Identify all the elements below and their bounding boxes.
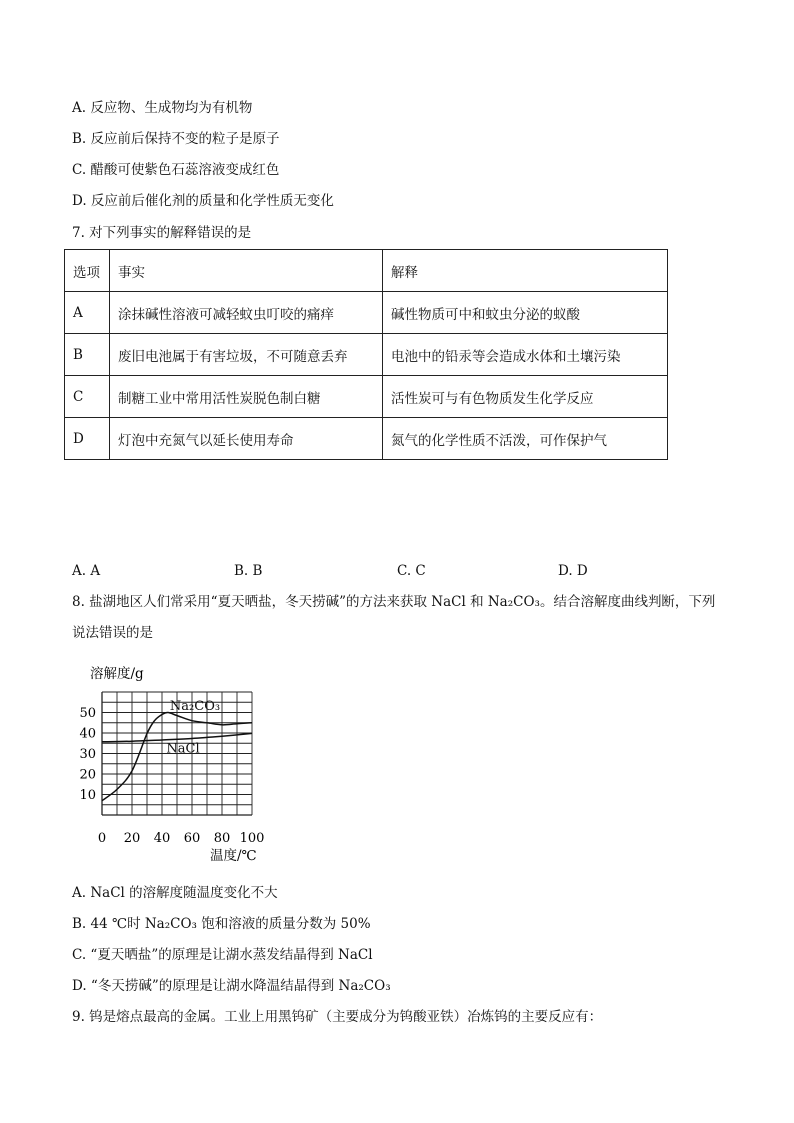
solubility-chart [72, 660, 332, 870]
y-tick-label: 20 [79, 767, 96, 783]
y-tick-label: 30 [79, 747, 96, 762]
y-tick-label: 50 [79, 706, 96, 721]
x-tick-label: 100 [239, 831, 265, 846]
q8-option-c: C. “夏天晒盐”的原理是让湖水蒸发结晶得到 NaCl [72, 947, 373, 963]
q7-choice-c: C. C [397, 563, 426, 579]
row-explanation: 电池中的铅汞等会造成水体和土壤污染 [383, 334, 668, 376]
q7-stem: 7. 对下列事实的解释错误的是 [72, 225, 252, 241]
chart-ylabel: 溶解度/g [90, 666, 144, 682]
q6-option-c: C. 醋酸可使紫色石蕊溶液变成红色 [72, 162, 280, 178]
x-tick-label: 20 [123, 831, 141, 846]
row-option: A [65, 292, 110, 334]
header-option: 选项 [65, 250, 110, 292]
q9-stem: 9. 钨是熔点最高的金属。工业上用黑钨矿（主要成分为钨酸亚铁）冶炼钨的主要反应有： [72, 1009, 603, 1025]
chart-xticks [98, 831, 265, 846]
table-row [65, 292, 668, 334]
row-fact: 灯泡中充氮气以延长使用寿命 [110, 418, 383, 460]
x-tick-label: 60 [183, 831, 201, 846]
chart-xlabel: 温度/℃ [210, 848, 257, 864]
series-label-nacl: NaCl [166, 741, 200, 757]
row-fact: 废旧电池属于有害垃圾，不可随意丢弃 [110, 334, 383, 376]
q7-choice-d: D. D [558, 563, 588, 579]
q7-choice-a: A. A [72, 563, 101, 579]
q8-option-d: D. “冬天捞碱”的原理是让湖水降温结晶得到 Na₂CO₃ [72, 978, 391, 994]
row-fact: 涂抹碱性溶液可减轻蚊虫叮咬的痛痒 [110, 292, 383, 334]
y-tick-label: 40 [79, 726, 96, 742]
q7-choice-b: B. B [234, 563, 263, 579]
row-explanation: 氮气的化学性质不活泼，可作保护气 [383, 418, 668, 460]
row-explanation: 碱性物质可中和蚊虫分泌的蚁酸 [383, 292, 668, 334]
q6-option-b: B. 反应前后保持不变的粒子是原子 [72, 131, 280, 147]
table-row [65, 334, 668, 376]
row-explanation: 活性炭可与有色物质发生化学反应 [383, 376, 668, 418]
row-fact: 制糖工业中常用活性炭脱色制白糖 [110, 376, 383, 418]
row-option: B [65, 334, 110, 376]
x-tick-label: 80 [213, 831, 231, 846]
chart-yticks [79, 706, 96, 803]
table-row [65, 376, 668, 418]
y-tick-label: 10 [79, 788, 96, 803]
q8-stem-line1: 8. 盐湖地区人们常采用“夏天晒盐，冬天捞碱”的方法来获取 NaCl 和 Na₂CO₃。结合溶解度曲线判断，下列 [72, 594, 716, 610]
q7-table [64, 249, 668, 460]
row-option: C [65, 376, 110, 418]
q8-stem-line2: 说法错误的是 [72, 625, 153, 641]
q8-option-a: A. NaCl 的溶解度随温度变化不大 [72, 885, 278, 901]
header-fact: 事实 [110, 250, 383, 292]
q8-option-b: B. 44 ℃时 Na₂CO₃ 饱和溶液的质量分数为 50% [72, 916, 371, 932]
q6-option-d: D. 反应前后催化剂的质量和化学性质无变化 [72, 193, 334, 209]
x-tick-label: 40 [153, 831, 171, 846]
series-label-na2co3: Na₂CO₃ [169, 699, 221, 715]
table-header-row [65, 250, 668, 292]
header-explanation: 解释 [383, 250, 668, 292]
x-tick-label: 0 [97, 831, 107, 846]
table-row [65, 418, 668, 460]
row-option: D [65, 418, 110, 460]
q6-option-a: A. 反应物、生成物均为有机物 [72, 100, 253, 116]
